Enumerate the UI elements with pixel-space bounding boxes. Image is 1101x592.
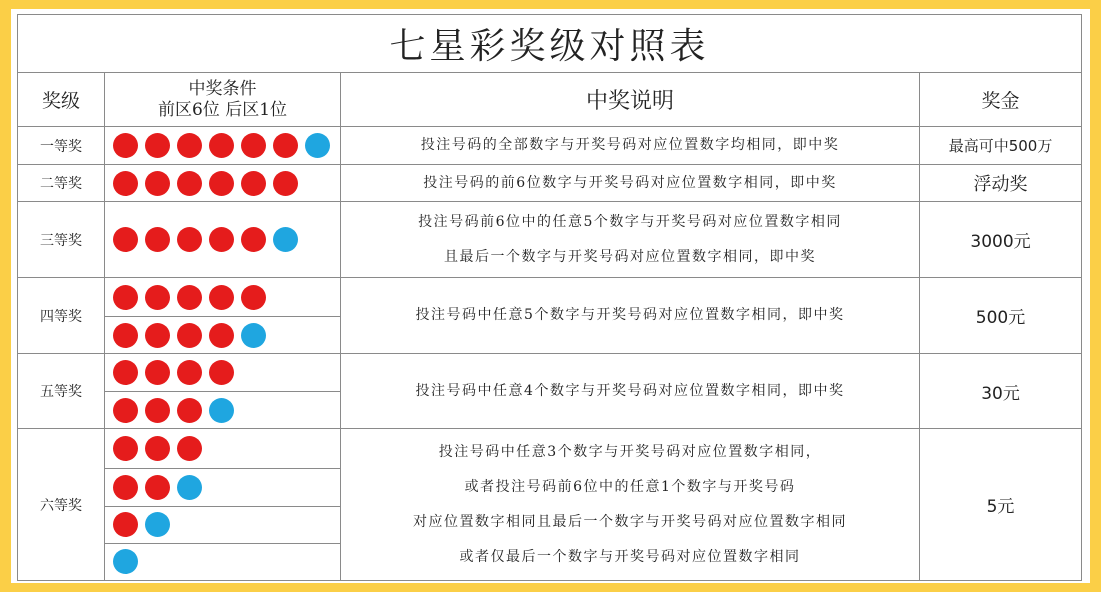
red-ball-icon bbox=[209, 171, 234, 196]
blue-ball-icon bbox=[241, 323, 266, 348]
description-line: 投注号码中任意4个数字与开奖号码对应位置数字相同，即中奖 bbox=[415, 382, 845, 399]
red-ball-icon bbox=[145, 398, 170, 423]
table-row bbox=[18, 354, 1082, 429]
ball-pattern bbox=[105, 506, 340, 543]
red-ball-icon bbox=[241, 171, 266, 196]
red-ball-icon bbox=[113, 227, 138, 252]
red-ball-icon bbox=[113, 475, 138, 500]
level-label: 四等奖 bbox=[18, 278, 105, 354]
prize-amount: 3000元 bbox=[920, 202, 1082, 278]
red-ball-icon bbox=[113, 398, 138, 423]
description-line: 或者投注号码前6位中的任意1个数字与开奖号码 bbox=[464, 478, 796, 495]
red-ball-icon bbox=[273, 133, 298, 158]
level-label: 六等奖 bbox=[18, 429, 105, 581]
red-ball-icon bbox=[145, 227, 170, 252]
ball-pattern bbox=[105, 468, 340, 506]
red-ball-icon bbox=[241, 133, 266, 158]
ball-pattern bbox=[105, 278, 340, 316]
prize-amount: 浮动奖 bbox=[920, 165, 1082, 202]
ball-pattern-cell bbox=[105, 278, 341, 354]
header-prize: 奖金 bbox=[920, 73, 1082, 127]
ball-pattern-cell bbox=[105, 127, 341, 165]
table-row bbox=[18, 278, 1082, 354]
red-ball-icon bbox=[209, 285, 234, 310]
prize-amount: 5元 bbox=[920, 429, 1082, 581]
red-ball-icon bbox=[177, 285, 202, 310]
prize-table bbox=[17, 14, 1082, 581]
red-ball-icon bbox=[113, 323, 138, 348]
red-ball-icon bbox=[177, 360, 202, 385]
red-ball-icon bbox=[177, 323, 202, 348]
blue-ball-icon bbox=[273, 227, 298, 252]
red-ball-icon bbox=[273, 171, 298, 196]
prize-amount: 最高可中500万 bbox=[920, 127, 1082, 165]
red-ball-icon bbox=[145, 360, 170, 385]
description-line: 投注号码中任意5个数字与开奖号码对应位置数字相同，即中奖 bbox=[415, 307, 845, 323]
level-label: 三等奖 bbox=[18, 202, 105, 278]
red-ball-icon bbox=[241, 285, 266, 310]
prize-description bbox=[341, 354, 920, 429]
blue-ball-icon bbox=[113, 549, 138, 574]
description-line: 或者仅最后一个数字与开奖号码对应位置数字相同 bbox=[459, 548, 801, 565]
ball-pattern-cell bbox=[105, 165, 341, 202]
ball-pattern bbox=[105, 391, 340, 428]
prize-description bbox=[341, 278, 920, 354]
red-ball-icon bbox=[113, 436, 138, 461]
prize-amount: 500元 bbox=[920, 278, 1082, 354]
blue-ball-icon bbox=[305, 133, 330, 158]
table-row bbox=[18, 165, 1082, 202]
red-ball-icon bbox=[113, 360, 138, 385]
red-ball-icon bbox=[177, 398, 202, 423]
ball-pattern-cell bbox=[105, 429, 341, 581]
level-label: 一等奖 bbox=[18, 127, 105, 165]
red-ball-icon bbox=[145, 171, 170, 196]
table-row bbox=[18, 127, 1082, 165]
red-ball-icon bbox=[209, 133, 234, 158]
red-ball-icon bbox=[113, 285, 138, 310]
blue-ball-icon bbox=[177, 475, 202, 500]
prize-amount: 30元 bbox=[920, 354, 1082, 429]
red-ball-icon bbox=[177, 133, 202, 158]
description-line: 对应位置数字相同且最后一个数字与开奖号码对应位置数字相同 bbox=[413, 513, 847, 530]
red-ball-icon bbox=[145, 285, 170, 310]
table-row bbox=[18, 202, 1082, 278]
red-ball-icon bbox=[241, 227, 266, 252]
prize-description bbox=[341, 127, 920, 165]
red-ball-icon bbox=[113, 133, 138, 158]
red-ball-icon bbox=[209, 360, 234, 385]
ball-pattern-cell bbox=[105, 354, 341, 429]
ball-pattern bbox=[105, 354, 340, 391]
red-ball-icon bbox=[145, 436, 170, 461]
description-line: 投注号码前6位中的任意5个数字与开奖号码对应位置数字相同 bbox=[418, 213, 842, 230]
prize-description bbox=[341, 429, 920, 581]
blue-ball-icon bbox=[209, 398, 234, 423]
ball-pattern bbox=[105, 430, 340, 468]
blue-ball-icon bbox=[145, 512, 170, 537]
description-line: 投注号码中任意3个数字与开奖号码对应位置数字相同， bbox=[438, 443, 822, 460]
description-line: 投注号码的全部数字与开奖号码对应位置数字均相同，即中奖 bbox=[420, 137, 840, 153]
header-level: 奖级 bbox=[18, 73, 105, 127]
ball-pattern bbox=[105, 316, 340, 353]
prize-description bbox=[341, 202, 920, 278]
red-ball-icon bbox=[177, 436, 202, 461]
prize-description bbox=[341, 165, 920, 202]
description-line: 投注号码的前6位数字与开奖号码对应位置数字相同，即中奖 bbox=[423, 174, 837, 191]
red-ball-icon bbox=[177, 171, 202, 196]
red-ball-icon bbox=[209, 227, 234, 252]
red-ball-icon bbox=[113, 512, 138, 537]
ball-pattern bbox=[105, 543, 340, 580]
level-label: 二等奖 bbox=[18, 165, 105, 202]
red-ball-icon bbox=[177, 227, 202, 252]
red-ball-icon bbox=[145, 475, 170, 500]
header-condition bbox=[105, 73, 341, 127]
table-row bbox=[18, 429, 1082, 581]
header-description: 中奖说明 bbox=[341, 73, 920, 127]
red-ball-icon bbox=[113, 171, 138, 196]
header-condition-line1: 中奖条件 bbox=[188, 78, 257, 99]
red-ball-icon bbox=[145, 133, 170, 158]
page-title: 七星彩奖级对照表 bbox=[18, 15, 1082, 73]
header-condition-line2: 前区6位 后区1位 bbox=[157, 99, 288, 120]
red-ball-icon bbox=[145, 323, 170, 348]
lottery-table-frame bbox=[11, 9, 1090, 583]
ball-pattern-cell bbox=[105, 202, 341, 278]
ball-pattern bbox=[105, 165, 340, 201]
red-ball-icon bbox=[209, 323, 234, 348]
ball-pattern bbox=[105, 202, 340, 277]
ball-pattern bbox=[105, 127, 340, 164]
description-line: 且最后一个数字与开奖号码对应位置数字相同，即中奖 bbox=[444, 248, 816, 265]
level-label: 五等奖 bbox=[18, 354, 105, 429]
